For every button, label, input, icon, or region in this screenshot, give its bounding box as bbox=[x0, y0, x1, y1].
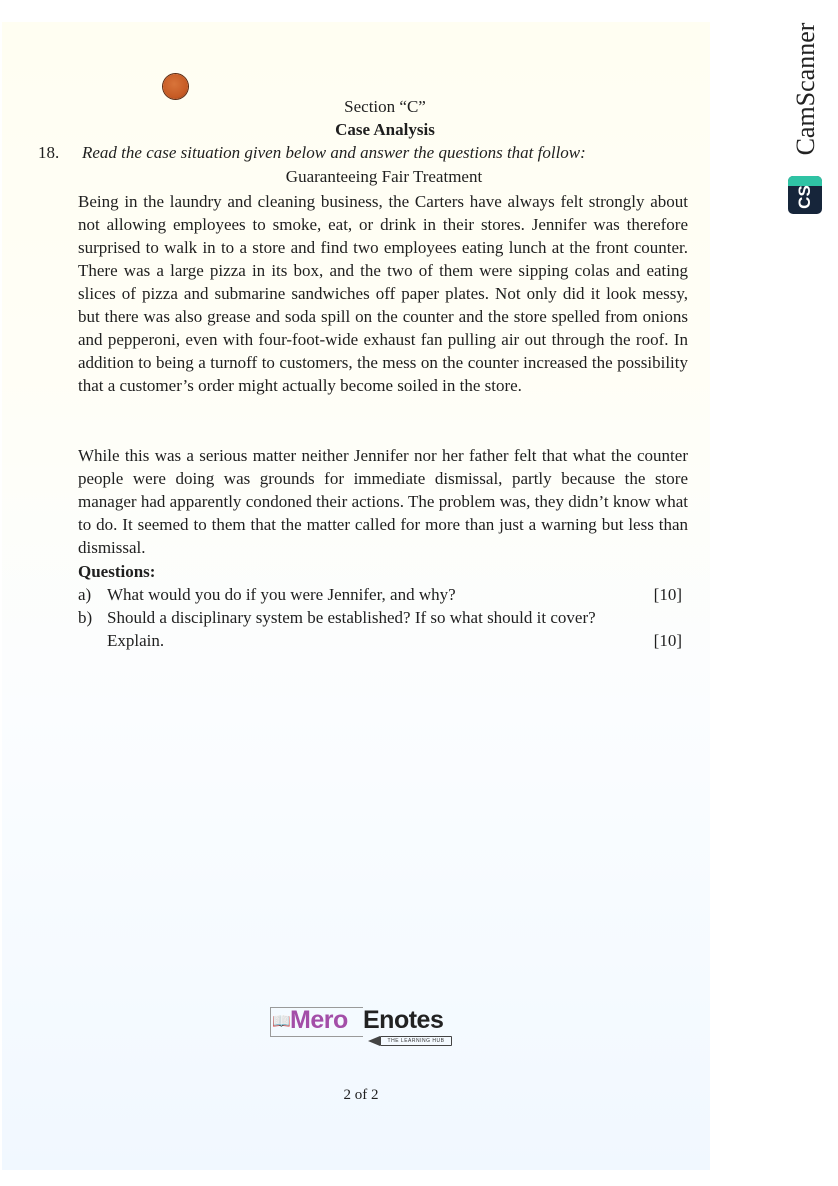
question-letter: b) bbox=[78, 608, 93, 627]
logo-text-mero: Mero bbox=[290, 1006, 348, 1034]
questions-heading: Questions: bbox=[78, 562, 156, 581]
question-text-continued: Explain. bbox=[107, 631, 165, 650]
question-text: What would you do if you were Jennifer, and why? bbox=[107, 585, 456, 604]
page-number: 2 of 2 bbox=[343, 1087, 379, 1103]
pencil-tip-icon bbox=[368, 1036, 380, 1046]
section-title: Section “C” bbox=[344, 97, 426, 116]
question-item-a bbox=[78, 583, 690, 606]
question-marks: [10] bbox=[653, 631, 682, 650]
book-reader-icon: 📖 bbox=[272, 1012, 291, 1030]
meroenotes-logo bbox=[270, 1003, 454, 1047]
case-analysis-heading: Case Analysis bbox=[335, 120, 435, 139]
question-text: Should a disciplinary system be established? If so what should it cover? bbox=[107, 608, 596, 627]
logo-text-enotes: Enotes bbox=[363, 1006, 444, 1034]
question-marks: [10] bbox=[653, 585, 682, 604]
case-paragraph-1: Being in the laundry and cleaning business, the Carters have always felt strongly about not allowing employees to smoke, eat, or drink in their stores. Jennifer was therefore surprised to walk in to a store and find two employees eating lunch at the front counter. There was a large pizza in its box, and the two of them were sipping colas and eating slices of pizza and submarine sandwiches off paper plates. Not only did it look messy, but there was also grease and soda spill on the counter and the store spelled from onions and pepperoni, even with four-foot-wide exhaust fan pulling air out through the roof. In addition to being a turnoff to customers, the mess on the counter increased the possibility that a customer’s order might actually become soiled in the store. bbox=[78, 192, 688, 395]
question-instruction: Read the case situation given below and answer the questions that follow: bbox=[82, 143, 586, 162]
camscanner-logo-icon bbox=[788, 176, 822, 214]
question-number: 18. bbox=[38, 143, 60, 162]
logo-tagline: THE LEARNING HUB bbox=[380, 1036, 452, 1046]
case-paragraph-2: While this was a serious matter neither Jennifer nor her father felt that what the counter people were doing was grounds for immediate dismissal, partly because the store manager had apparently condoned their actions. The problem was, they didn’t know what to do. It seemed to them that the matter called for more than just a warning but less than dismissal. bbox=[78, 446, 688, 557]
camscanner-name: CamScanner bbox=[791, 22, 820, 156]
case-title: Guaranteeing Fair Treatment bbox=[285, 167, 483, 186]
camscanner-watermark bbox=[788, 14, 822, 214]
camscanner-badge-text: CS bbox=[795, 185, 814, 209]
question-letter: a) bbox=[78, 585, 92, 604]
question-item-b bbox=[78, 606, 690, 652]
